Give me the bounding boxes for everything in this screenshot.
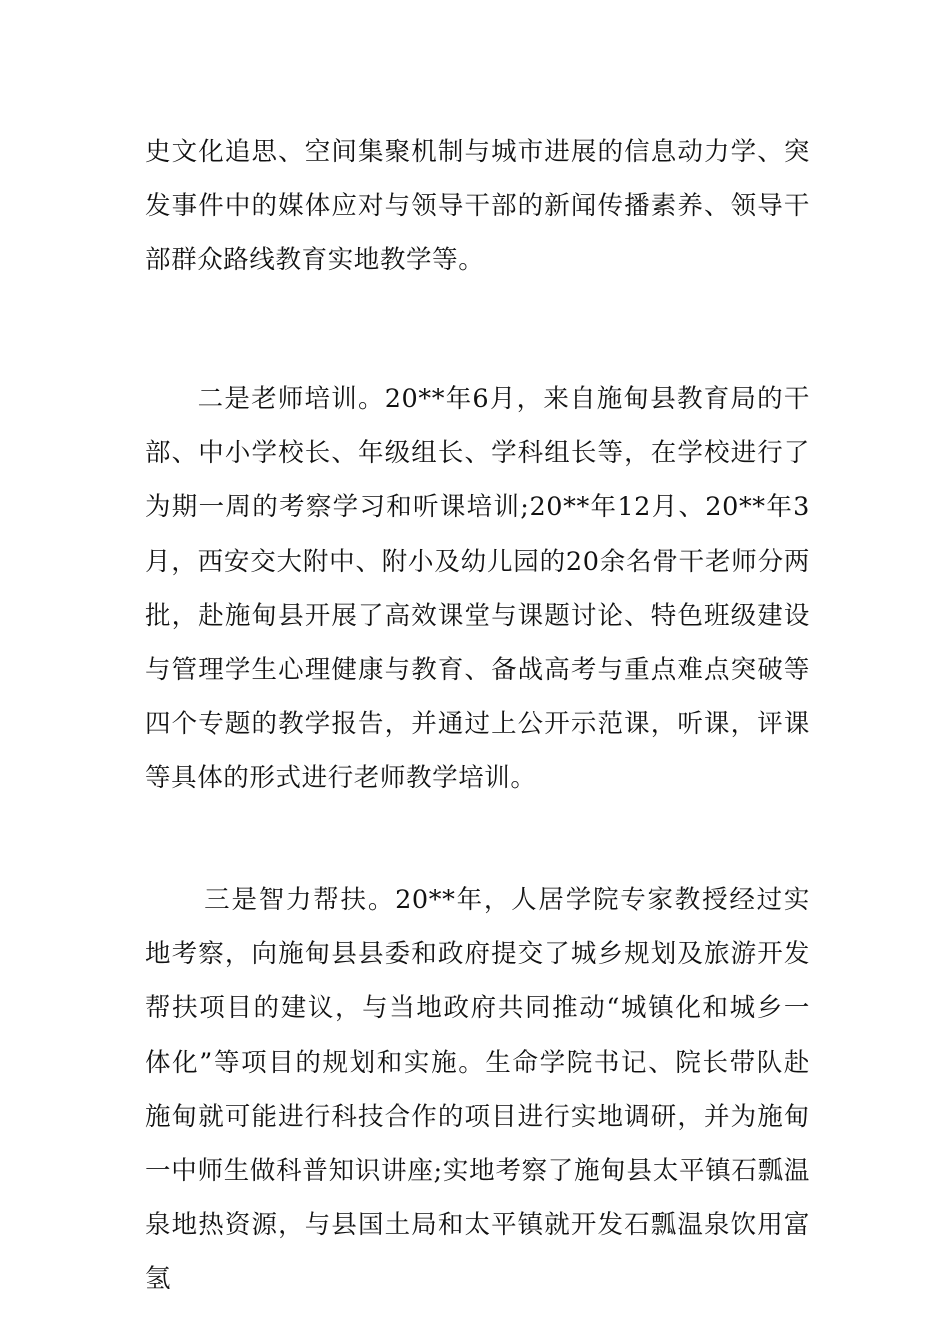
paragraph-teacher-training	[145, 372, 810, 806]
paragraph-3-text: 三是智力帮扶。20**年，人居学院专家教授经过实地考察，向施甸县县委和政府提交了城乡规划及旅游开发帮扶项目的建议，与当地政府共同推动“城镇化和城乡一体化”等项目的规划和实施。生命学院书记、院长带队赴施甸就可能进行科技合作的项目进行实地调研，并为施甸一中师生做科普知识讲座;实地考察了施甸县太平镇石瓢温泉地热资源，与县国土局和太平镇就开发石瓢温泉饮用富氢	[145, 885, 810, 1295]
paragraph-2-text: 二是老师培训。20**年6月，来自施甸县教育局的干部、中小学校长、年级组长、学科组长等，在学校进行了为期一周的考察学习和听课培训;20**年12月、20**年3月，西安交大附中、附小及幼儿园的20余名骨干老师分两批，赴施甸县开展了高效课堂与课题讨论、特色班级建设与管理学生心理健康与教育、备战高考与重点难点突破等四个专题的教学报告，并通过上公开示范课，听课，评课等具体的形式进行老师教学培训。	[145, 384, 810, 794]
paragraph-continuation	[145, 125, 810, 288]
paragraph-intellectual-support	[145, 873, 810, 1307]
paragraph-1-text: 史文化追思、空间集聚机制与城市进展的信息动力学、突发事件中的媒体应对与领导干部的新闻传播素养、领导干部群众路线教育实地教学等。	[145, 137, 810, 276]
